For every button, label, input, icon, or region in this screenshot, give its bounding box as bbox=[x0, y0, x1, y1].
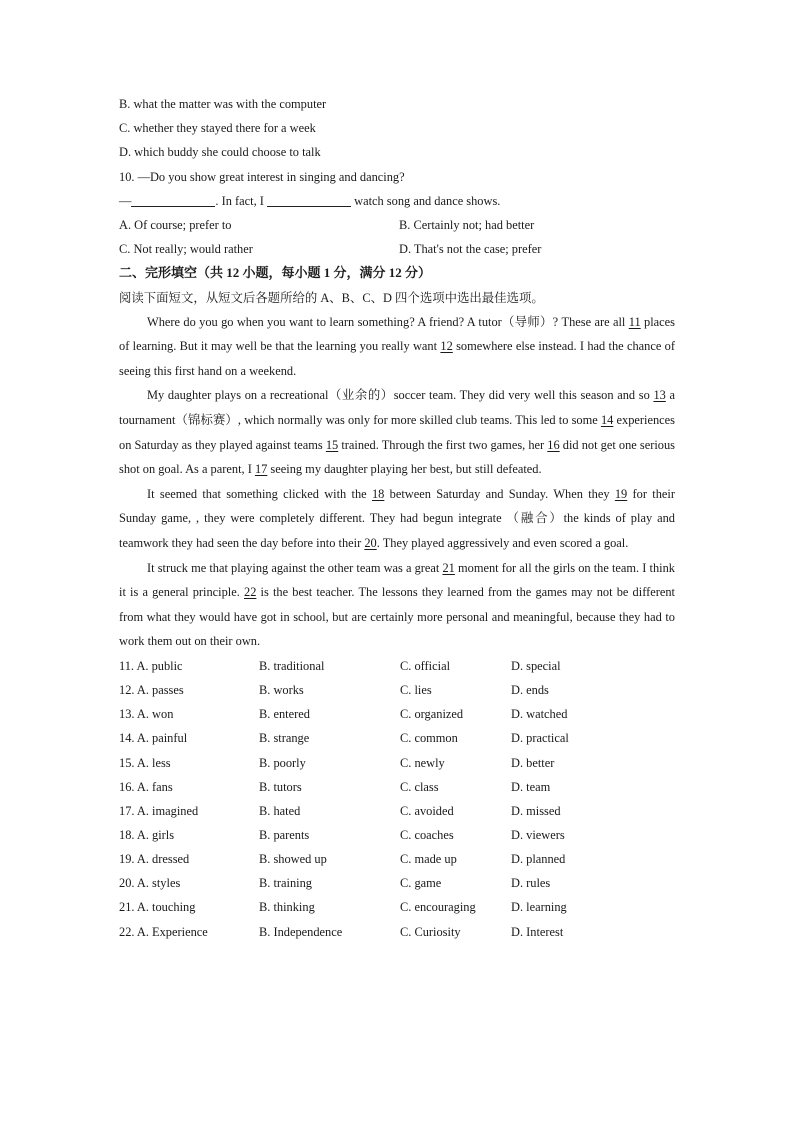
option-choice: C. common bbox=[400, 731, 458, 746]
option-choice: D. practical bbox=[511, 731, 569, 746]
option-choice: C. lies bbox=[400, 683, 432, 698]
passage-text: a tournament（锦标赛）, which normally was only for more skilled club teams. This led to some bbox=[119, 388, 675, 428]
option-row bbox=[119, 871, 675, 895]
passage-text: It struck me that playing against the other team was a great bbox=[147, 560, 443, 575]
option-row bbox=[119, 775, 675, 799]
option-choice: 17. A. imagined bbox=[119, 803, 199, 818]
blank-number: 11 bbox=[628, 314, 641, 329]
passage-paragraph bbox=[119, 482, 675, 556]
option-row bbox=[119, 726, 675, 750]
dialogue-end: watch song and dance shows. bbox=[354, 193, 501, 208]
option-row bbox=[119, 920, 675, 944]
option-choice: C. game bbox=[400, 876, 442, 891]
option-line: C. whether they stayed there for a week bbox=[119, 121, 316, 136]
option-choice: D. viewers bbox=[511, 827, 565, 842]
passage-text: My daughter plays on a recreational（业余的）soccer team. They did very well this season and so bbox=[147, 388, 654, 403]
option-choice: 11. A. public bbox=[119, 659, 183, 673]
option-choice: B. parents bbox=[259, 827, 310, 842]
option-row bbox=[119, 847, 675, 871]
option-choice: D. special bbox=[511, 659, 561, 673]
option-choice: B. poorly bbox=[259, 755, 306, 770]
blank-number: 21 bbox=[442, 560, 455, 575]
passage-paragraph bbox=[119, 556, 675, 654]
passage-text: for their Sunday game, , they were completely different. They had begun integrate （融合）the kinds of play and teamwork they had seen the day before into their bbox=[119, 486, 675, 551]
option-row bbox=[119, 799, 675, 823]
blank-number: 14 bbox=[600, 413, 614, 428]
answer-blank bbox=[131, 193, 215, 207]
option-choice: C. avoided bbox=[400, 803, 454, 818]
option-choice: C. coaches bbox=[400, 827, 454, 842]
question-10-dialogue bbox=[119, 189, 675, 213]
option-choice: D. planned bbox=[511, 852, 566, 867]
option-row bbox=[119, 823, 675, 847]
blank-number: 19 bbox=[614, 486, 628, 501]
option-choice: 14. A. painful bbox=[119, 731, 188, 746]
dash: — bbox=[119, 193, 132, 208]
option-choice: B. tutors bbox=[259, 779, 302, 794]
option-choice: D. team bbox=[511, 779, 551, 794]
option-a: A. Of course; prefer to bbox=[119, 217, 232, 232]
passage-text: places of learning. But it may well be that the learning you really want bbox=[119, 314, 675, 354]
blank-number: 16 bbox=[547, 437, 560, 452]
option-choice: 19. A. dressed bbox=[119, 852, 190, 867]
option-choice: B. hated bbox=[259, 803, 301, 818]
option-line: D. which buddy she could choose to talk bbox=[119, 145, 321, 160]
option-choice: D. rules bbox=[511, 876, 551, 891]
question-10-stem: 10. —Do you show great interest in singing and dancing? bbox=[119, 169, 405, 184]
option-row bbox=[119, 895, 675, 919]
passage-text: moment for all the girls on the team. I think it is a general principle. bbox=[119, 560, 675, 600]
passage-text: It seemed that something clicked with the bbox=[147, 486, 372, 501]
option-row bbox=[119, 678, 675, 702]
option-b: B. Certainly not; had better bbox=[399, 217, 535, 232]
passage-text: Where do you go when you want to learn something? A friend? A tutor（导师）? These are all bbox=[147, 314, 629, 329]
option-row bbox=[119, 702, 675, 726]
option-choice: D. Interest bbox=[511, 924, 564, 939]
passage-text: did not get one serious shot on goal. As a parent, I bbox=[119, 437, 675, 477]
passage-text: is the best teacher. The lessons they learned from the games may not be different from what they would have got in school, but are certainly more personal and meaningful, because they had to work them out on their own. bbox=[119, 585, 675, 649]
passage-text: seeing my daughter playing her best, but still defeated. bbox=[267, 462, 542, 477]
option-row bbox=[119, 654, 675, 678]
option-choice: B. traditional bbox=[259, 659, 325, 673]
option-choice: C. newly bbox=[400, 755, 445, 770]
question-10-options-row bbox=[119, 237, 675, 261]
option-choice: 21. A. touching bbox=[119, 900, 196, 915]
option-choice: C. official bbox=[400, 659, 451, 673]
option-choice: C. made up bbox=[400, 852, 457, 867]
blank-number: 18 bbox=[371, 486, 385, 501]
option-choice: 15. A. less bbox=[119, 755, 171, 770]
passage-text: . They played aggressively and even scored a goal. bbox=[376, 536, 629, 551]
option-choice: D. watched bbox=[511, 707, 568, 722]
option-choice: D. learning bbox=[511, 900, 567, 915]
blank-number: 15 bbox=[325, 437, 339, 452]
passage-text: between Saturday and Sunday. When they bbox=[384, 486, 615, 501]
option-line: B. what the matter was with the computer bbox=[119, 97, 327, 111]
passage-text: somewhere else instead. I had the chance of seeing this first hand on a weekend. bbox=[119, 339, 676, 378]
option-choice: 20. A. styles bbox=[119, 876, 181, 891]
option-choice: B. entered bbox=[259, 707, 310, 722]
option-choice: B. showed up bbox=[259, 852, 327, 867]
dialogue-mid: . In fact, I bbox=[215, 193, 264, 208]
option-choice: D. missed bbox=[511, 803, 561, 818]
option-choice: 18. A. girls bbox=[119, 827, 175, 842]
blank-number: 20 bbox=[364, 536, 377, 551]
passage-paragraph bbox=[119, 310, 675, 384]
option-c: C. Not really; would rather bbox=[119, 242, 253, 257]
option-choice: 22. A. Experience bbox=[119, 924, 208, 939]
option-choice: D. ends bbox=[511, 683, 549, 698]
blank-number: 13 bbox=[653, 388, 666, 403]
option-choice: C. class bbox=[400, 779, 439, 794]
option-choice: 13. A. won bbox=[119, 707, 174, 722]
option-choice: B. strange bbox=[259, 731, 310, 746]
option-choice: C. encouraging bbox=[400, 900, 476, 915]
option-row bbox=[119, 751, 675, 775]
document-page bbox=[119, 92, 675, 944]
section-instruction: 阅读下面短文，从短文后各题所给的 A、B、C、D 四个选项中选出最佳选项。 bbox=[119, 290, 544, 305]
option-choice: 12. A. passes bbox=[119, 683, 184, 698]
option-choice: 16. A. fans bbox=[119, 779, 173, 794]
question-10-options-row bbox=[119, 213, 675, 237]
passage-text: experiences on Saturday as they played against teams bbox=[119, 413, 675, 452]
option-choice: B. Independence bbox=[259, 924, 343, 939]
blank-number: 12 bbox=[440, 339, 453, 354]
option-choice: D. better bbox=[511, 755, 555, 770]
option-choice: C. organized bbox=[400, 707, 464, 722]
option-d: D. That's not the case; prefer bbox=[399, 242, 542, 257]
passage-text: trained. Through the first two games, her bbox=[338, 437, 548, 452]
answer-blank bbox=[267, 193, 351, 207]
options-table bbox=[119, 654, 675, 944]
option-choice: C. Curiosity bbox=[400, 924, 461, 939]
passage-paragraph bbox=[119, 383, 675, 481]
option-choice: B. works bbox=[259, 683, 304, 698]
blank-number: 17 bbox=[254, 462, 268, 477]
option-choice: B. training bbox=[259, 876, 312, 891]
blank-number: 22 bbox=[244, 585, 257, 600]
option-choice: B. thinking bbox=[259, 900, 315, 915]
section-title: 二、完形填空（共 12 小题，每小题 1 分，满分 12 分） bbox=[119, 265, 432, 281]
